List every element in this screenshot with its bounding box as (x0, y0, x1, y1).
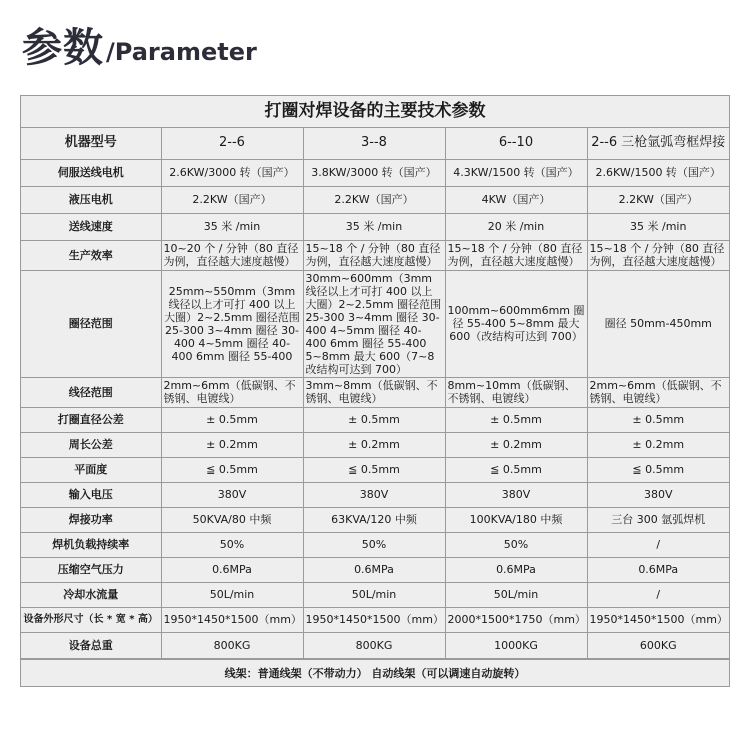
table-cell: 25mm~550mm（3mm 线径以上才可打 400 以上大圈）2~2.5mm 圈径范围 25-300 3~4mm 圈径 30-400 4~5mm 圈径 40-400 6mm 圈径 55-400 (161, 270, 303, 377)
parameter-table (21, 128, 729, 659)
row-label: 焊机负载持续率 (21, 532, 161, 557)
table-cell: / (587, 582, 729, 607)
table-cell: 2.2KW（国产） (303, 186, 445, 213)
table-row (21, 582, 729, 607)
header-cell: 机器型号 (21, 128, 161, 159)
table-cell: 380V (303, 482, 445, 507)
table-cell: 三台 300 氩弧焊机 (587, 507, 729, 532)
row-label: 压缩空气压力 (21, 557, 161, 582)
table-cell: 50% (161, 532, 303, 557)
row-label: 生产效率 (21, 240, 161, 270)
table-cell: 50% (303, 532, 445, 557)
table-cell: 2mm~6mm（低碳钢、不锈钢、电镀线） (587, 377, 729, 407)
table-row (21, 457, 729, 482)
table-title: 打圈对焊设备的主要技术参数 (21, 96, 729, 128)
table-row (21, 377, 729, 407)
table-cell: 35 米 /min (161, 213, 303, 240)
table-cell: 30mm~600mm（3mm 线径以上才可打 400 以上大圈）2~2.5mm 圈径范围 25-300 3~4mm 圈径 30-400 4~5mm 圈径 40-400 6mm 圈径 55-400 5~8mm 最大 600（7~8 改结构可达到 700） (303, 270, 445, 377)
table-row (21, 186, 729, 213)
heading-english: /Parameter (106, 38, 257, 66)
table-cell: 50L/min (445, 582, 587, 607)
table-cell: 1000KG (445, 632, 587, 658)
table-row (21, 270, 729, 377)
row-label: 周长公差 (21, 432, 161, 457)
table-cell: 50KVA/80 中频 (161, 507, 303, 532)
table-cell: ± 0.5mm (445, 407, 587, 432)
table-cell: 0.6MPa (445, 557, 587, 582)
table-cell: 2mm~6mm（低碳钢、不锈钢、电镀线） (161, 377, 303, 407)
table-cell: ± 0.2mm (303, 432, 445, 457)
table-row (21, 407, 729, 432)
table-cell: ± 0.5mm (303, 407, 445, 432)
table-cell: 380V (445, 482, 587, 507)
table-header-row (21, 128, 729, 159)
table-cell: 2.2KW（国产） (587, 186, 729, 213)
table-cell: 10~20 个 / 分钟（80 直径为例，直径越大速度越慢） (161, 240, 303, 270)
table-cell: 3mm~8mm（低碳钢、不锈钢、电镀线） (303, 377, 445, 407)
table-cell: 100KVA/180 中频 (445, 507, 587, 532)
heading-chinese: 参数 (22, 25, 104, 71)
table-row (21, 240, 729, 270)
table-cell: ± 0.2mm (161, 432, 303, 457)
table-cell: ± 0.5mm (587, 407, 729, 432)
page-heading (22, 14, 257, 74)
table-cell: ± 0.2mm (587, 432, 729, 457)
table-row (21, 557, 729, 582)
header-cell: 2--6 三枪氩弧弯框焊接 (587, 128, 729, 159)
table-cell: 50L/min (303, 582, 445, 607)
table-cell: ± 0.2mm (445, 432, 587, 457)
table-cell: 800KG (161, 632, 303, 658)
table-row (21, 482, 729, 507)
table-row (21, 507, 729, 532)
table-row (21, 159, 729, 186)
table-cell: 0.6MPa (161, 557, 303, 582)
table-cell: 380V (587, 482, 729, 507)
table-cell: 2.2KW（国产） (161, 186, 303, 213)
header-cell: 6--10 (445, 128, 587, 159)
table-cell: 15~18 个 / 分钟（80 直径为例，直径越大速度越慢） (587, 240, 729, 270)
table-cell: 1950*1450*1500（mm） (303, 607, 445, 632)
table-cell: 35 米 /min (587, 213, 729, 240)
row-label: 设备总重 (21, 632, 161, 658)
table-cell: 63KVA/120 中频 (303, 507, 445, 532)
table-cell: 100mm~600mm6mm 圈径 55-400 5~8mm 最大 600（改结构可达到 700） (445, 270, 587, 377)
table-cell: 50% (445, 532, 587, 557)
table-cell: ± 0.5mm (161, 407, 303, 432)
row-label: 液压电机 (21, 186, 161, 213)
table-cell: 4KW（国产） (445, 186, 587, 213)
table-row (21, 532, 729, 557)
table-cell: 2000*1500*1750（mm） (445, 607, 587, 632)
row-label: 设备外形尺寸（长 * 宽 * 高） (21, 607, 161, 632)
table-cell: 380V (161, 482, 303, 507)
row-label: 伺服送线电机 (21, 159, 161, 186)
table-cell: 圈径 50mm-450mm (587, 270, 729, 377)
table-row (21, 432, 729, 457)
row-label: 圈径范围 (21, 270, 161, 377)
table-cell: ≦ 0.5mm (161, 457, 303, 482)
table-cell: 8mm~10mm（低碳钢、不锈钢、电镀线） (445, 377, 587, 407)
table-row (21, 607, 729, 632)
table-cell: 1950*1450*1500（mm） (161, 607, 303, 632)
table-cell: 2.6KW/3000 转（国产） (161, 159, 303, 186)
table-cell: 4.3KW/1500 转（国产） (445, 159, 587, 186)
table-cell: 800KG (303, 632, 445, 658)
table-cell: 15~18 个 / 分钟（80 直径为例，直径越大速度越慢） (445, 240, 587, 270)
row-label: 输入电压 (21, 482, 161, 507)
table-cell: 0.6MPa (303, 557, 445, 582)
table-cell: 1950*1450*1500（mm） (587, 607, 729, 632)
parameter-sheet (20, 95, 730, 687)
table-cell: / (587, 532, 729, 557)
table-row (21, 213, 729, 240)
table-cell: 600KG (587, 632, 729, 658)
table-row (21, 632, 729, 658)
header-cell: 3--8 (303, 128, 445, 159)
table-cell: 15~18 个 / 分钟（80 直径为例，直径越大速度越慢） (303, 240, 445, 270)
row-label: 打圈直径公差 (21, 407, 161, 432)
row-label: 平面度 (21, 457, 161, 482)
table-cell: 0.6MPa (587, 557, 729, 582)
table-cell: ≦ 0.5mm (445, 457, 587, 482)
row-label: 冷却水流量 (21, 582, 161, 607)
row-label: 送线速度 (21, 213, 161, 240)
header-cell: 2--6 (161, 128, 303, 159)
table-cell: 35 米 /min (303, 213, 445, 240)
table-footer-note: 线架：普通线架（不带动力） 自动线架（可以调速自动旋转） (21, 659, 729, 687)
row-label: 线径范围 (21, 377, 161, 407)
row-label: 焊接功率 (21, 507, 161, 532)
table-cell: 50L/min (161, 582, 303, 607)
table-cell: ≦ 0.5mm (587, 457, 729, 482)
table-cell: ≦ 0.5mm (303, 457, 445, 482)
table-cell: 20 米 /min (445, 213, 587, 240)
table-cell: 3.8KW/3000 转（国产） (303, 159, 445, 186)
table-cell: 2.6KW/1500 转（国产） (587, 159, 729, 186)
